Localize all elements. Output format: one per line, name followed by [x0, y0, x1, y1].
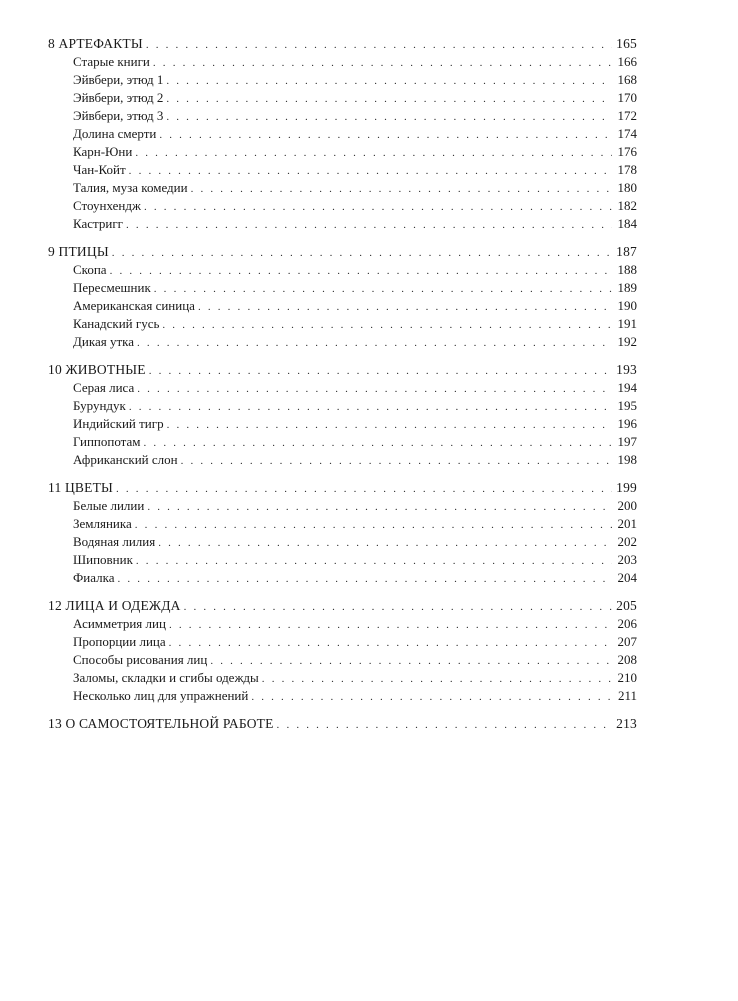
toc-entry-row-page-number: 180	[617, 180, 637, 195]
toc-entry-row-title: Фиалка	[73, 570, 115, 585]
toc-entry-row	[48, 534, 637, 552]
dot-leader	[166, 75, 612, 87]
dot-leader	[144, 437, 612, 449]
dot-leader	[136, 555, 612, 567]
dot-leader	[116, 483, 612, 495]
toc-entry-row-title: Водяная лилия	[73, 534, 156, 549]
dot-leader	[210, 655, 612, 667]
toc-section	[48, 716, 637, 734]
dot-leader	[166, 93, 612, 105]
toc-chapter-row-title: 11 ЦВЕТЫ	[48, 480, 113, 495]
toc-entry-row-page-number: 190	[617, 298, 637, 313]
toc-entry-row-page-number: 207	[617, 634, 637, 649]
toc-entry-row-title: Канадский гусь	[73, 316, 160, 331]
toc-entry-row-title: Пересмешник	[73, 280, 151, 295]
toc-entry-row-title: Карн-Юни	[73, 144, 133, 159]
toc-entry-row-title: Гиппопотам	[73, 434, 141, 449]
toc-entry-row	[48, 72, 637, 90]
toc-section	[48, 598, 637, 706]
toc-chapter-row	[48, 36, 637, 54]
dot-leader	[146, 39, 612, 51]
dot-leader	[118, 573, 613, 585]
dot-leader	[158, 537, 612, 549]
toc-chapter-row-title: 13 О САМОСТОЯТЕЛЬНОЙ РАБОТЕ	[48, 716, 274, 731]
toc-entry-row-page-number: 182	[617, 198, 637, 213]
toc-chapter-row	[48, 598, 637, 616]
dot-leader	[166, 111, 612, 123]
toc-entry-row-title: Дикая утка	[73, 334, 135, 349]
toc-entry-row	[48, 570, 637, 588]
toc-entry-row-title: Стоунхендж	[73, 198, 141, 213]
dot-leader	[262, 673, 612, 685]
toc-entry-row-page-number: 178	[617, 162, 637, 177]
toc-chapter-row-page-number: 165	[616, 36, 637, 51]
toc-entry-row-page-number: 170	[617, 90, 637, 105]
toc-entry-row-page-number: 188	[617, 262, 637, 277]
toc-entry-row-title: Асимметрия лиц	[73, 616, 166, 631]
toc-entry-row-page-number: 176	[617, 144, 637, 159]
toc-entry-row	[48, 652, 637, 670]
toc-entry-row	[48, 298, 637, 316]
toc-entry-row-page-number: 208	[617, 652, 637, 667]
toc-entry-row	[48, 280, 637, 298]
dot-leader	[137, 337, 612, 349]
toc-chapter-row-page-number: 187	[616, 244, 637, 259]
toc-entry-row-page-number: 174	[617, 126, 637, 141]
toc-entry-row	[48, 216, 637, 234]
dot-leader	[159, 129, 612, 141]
toc-entry-row-page-number: 192	[617, 334, 637, 349]
toc-entry-row	[48, 144, 637, 162]
dot-leader	[181, 455, 612, 467]
toc-entry-row-page-number: 195	[617, 398, 637, 413]
dot-leader	[129, 165, 612, 177]
toc-entry-row	[48, 616, 637, 634]
toc-chapter-row	[48, 480, 637, 498]
toc-entry-row-page-number: 168	[617, 72, 637, 87]
toc-entry-row	[48, 434, 637, 452]
toc-entry-row-title: Несколько лиц для упражнений	[73, 688, 249, 703]
toc-entry-row	[48, 180, 637, 198]
toc-entry-row-page-number: 197	[617, 434, 637, 449]
toc-chapter-row	[48, 362, 637, 380]
toc-entry-row-page-number: 198	[617, 452, 637, 467]
toc-entry-row-title: Африканский слон	[73, 452, 178, 467]
dot-leader	[147, 501, 612, 513]
toc-entry-row	[48, 90, 637, 108]
toc-entry-row	[48, 398, 637, 416]
toc-entry-row	[48, 670, 637, 688]
toc-entry-row	[48, 262, 637, 280]
toc-entry-row	[48, 126, 637, 144]
toc-chapter-row	[48, 244, 637, 262]
dot-leader	[184, 601, 612, 613]
toc-chapter-row-page-number: 205	[616, 598, 637, 613]
toc-entry-row	[48, 452, 637, 470]
toc-entry-row-title: Эйвбери, этюд 2	[73, 90, 164, 105]
toc-entry-row	[48, 552, 637, 570]
toc-chapter-row-page-number: 199	[616, 480, 637, 495]
toc-entry-row	[48, 334, 637, 352]
toc-entry-row	[48, 498, 637, 516]
toc-entry-row-title: Индийский тигр	[73, 416, 164, 431]
toc-entry-row-title: Пропорции лица	[73, 634, 166, 649]
toc-entry-row	[48, 316, 637, 334]
toc-entry-row	[48, 516, 637, 534]
toc-entry-row-page-number: 189	[617, 280, 637, 295]
toc-entry-row-title: Способы рисования лиц	[73, 652, 208, 667]
dot-leader	[110, 265, 612, 277]
toc-section	[48, 244, 637, 352]
toc-entry-row-title: Бурундук	[73, 398, 126, 413]
toc-entry-row-title: Земляника	[73, 516, 132, 531]
dot-leader	[169, 637, 612, 649]
dot-leader	[112, 247, 612, 259]
toc-entry-row-title: Скопа	[73, 262, 107, 277]
toc-entry-row-title: Эйвбери, этюд 3	[73, 108, 164, 123]
toc-entry-row-title: Шиповник	[73, 552, 133, 567]
toc-entry-row-page-number: 211	[617, 688, 637, 703]
toc-entry-row	[48, 688, 637, 706]
toc-section	[48, 480, 637, 588]
dot-leader	[126, 219, 612, 231]
toc-entry-row-page-number: 203	[617, 552, 637, 567]
toc-entry-row-title: Эйвбери, этюд 1	[73, 72, 164, 87]
toc-entry-row-page-number: 204	[617, 570, 637, 585]
dot-leader	[149, 365, 612, 377]
toc-entry-row-title: Старые книги	[73, 54, 150, 69]
toc-entry-row	[48, 162, 637, 180]
toc-section	[48, 362, 637, 470]
toc-entry-row	[48, 380, 637, 398]
toc-entry-row-page-number: 210	[617, 670, 637, 685]
toc-entry-row-title: Долина смерти	[73, 126, 157, 141]
dot-leader	[129, 401, 612, 413]
dot-leader	[162, 319, 612, 331]
toc-entry-row-page-number: 206	[617, 616, 637, 631]
toc-chapter-row-title: 10 ЖИВОТНЫЕ	[48, 362, 146, 377]
toc-chapter-row-page-number: 193	[616, 362, 637, 377]
toc-entry-row	[48, 634, 637, 652]
dot-leader	[251, 691, 612, 703]
toc-entry-row-title: Белые лилии	[73, 498, 145, 513]
toc-entry-row-page-number: 202	[617, 534, 637, 549]
toc-entry-row	[48, 108, 637, 126]
dot-leader	[198, 301, 612, 313]
toc-entry-row-title: Кастригг	[73, 216, 124, 231]
toc-entry-row-page-number: 201	[617, 516, 637, 531]
dot-leader	[167, 419, 612, 431]
dot-leader	[153, 57, 612, 69]
toc-chapter-row-page-number: 213	[616, 716, 637, 731]
toc-chapter-row-title: 12 ЛИЦА И ОДЕЖДА	[48, 598, 181, 613]
toc-entry-row-page-number: 172	[617, 108, 637, 123]
toc-entry-row	[48, 416, 637, 434]
toc-entry-row-page-number: 200	[617, 498, 637, 513]
toc-entry-row-page-number: 191	[617, 316, 637, 331]
dot-leader	[277, 719, 612, 731]
toc-entry-row-page-number: 184	[617, 216, 637, 231]
toc-entry-row	[48, 198, 637, 216]
toc-section	[48, 36, 637, 234]
toc-entry-row-title: Чан-Койт	[73, 162, 126, 177]
dot-leader	[169, 619, 612, 631]
dot-leader	[135, 519, 612, 531]
toc-chapter-row	[48, 716, 637, 734]
toc-entry-row-page-number: 194	[617, 380, 637, 395]
toc-entry-row-title: Талия, муза комедии	[73, 180, 188, 195]
dot-leader	[154, 283, 612, 295]
toc-entry-row-page-number: 166	[617, 54, 637, 69]
toc-entry-row-title: Американская синица	[73, 298, 195, 313]
table-of-contents	[48, 36, 637, 744]
dot-leader	[137, 383, 612, 395]
dot-leader	[144, 201, 612, 213]
toc-entry-row-title: Серая лиса	[73, 380, 135, 395]
toc-chapter-row-title: 8 АРТЕФАКТЫ	[48, 36, 143, 51]
toc-entry-row	[48, 54, 637, 72]
dot-leader	[191, 183, 612, 195]
toc-chapter-row-title: 9 ПТИЦЫ	[48, 244, 109, 259]
dot-leader	[135, 147, 612, 159]
toc-entry-row-title: Заломы, складки и сгибы одежды	[73, 670, 259, 685]
toc-entry-row-page-number: 196	[617, 416, 637, 431]
